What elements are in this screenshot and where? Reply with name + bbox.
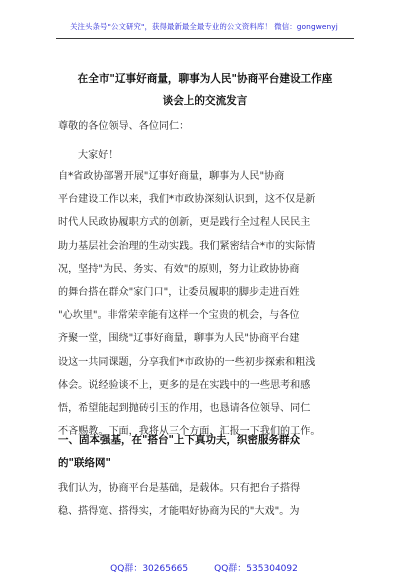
paragraph-line: 我们认为，协商平台是基础，是载体。只有把台子搭得 xyxy=(58,483,301,494)
section-heading-1 xyxy=(58,429,300,475)
footer-qq-group-2: QQ群：535304092 xyxy=(214,564,298,574)
heading-line: 的"联络网" xyxy=(58,457,111,469)
header-notice: 关注头条号"公文研究"，获得最新最全最专业的公文资料库！ 微信：gongwenyj xyxy=(70,22,338,31)
salutation: 尊敬的各位领导、各位同仁： xyxy=(58,121,190,132)
header-divider xyxy=(56,38,354,39)
paragraph-line: 悟，希望能起到抛砖引玉的作用，也恳请各位领导、同仁 xyxy=(58,403,311,415)
paragraph-line: 助力基层社会治理的生动实践。我们紧密结合*市的实际情 xyxy=(58,240,316,252)
title-line-1: 在全市"辽事好商量，聊事为人民"协商平台建设工作座 xyxy=(77,73,333,85)
paragraph-intro xyxy=(58,165,320,443)
paragraph-line: 况，坚持"为民、务实、有效"的原则，努力让政协协商 xyxy=(58,263,300,275)
paragraph-line: 齐聚一堂，围绕"辽事好商量，聊事为人民"协商平台建 xyxy=(58,333,300,345)
paragraph-line: "心坎里"。非常荣幸能有这样一个宝贵的机会，与各位 xyxy=(58,310,300,322)
paragraph-line: 时代人民政协履职方式的创新，更是践行全过程人民民主 xyxy=(58,217,311,229)
heading-line: 一、固本强基，在"搭台"上下真功夫，织密服务群众 xyxy=(58,434,300,446)
paragraph-line: 的舞台搭在群众"家门口"，让委员履职的脚步走进百姓 xyxy=(58,287,300,299)
title-line-2: 谈会上的交流发言 xyxy=(162,95,248,107)
paragraph-line: 平台建设工作以来，我们*市政协深刻认识到，这不仅是新 xyxy=(58,194,316,206)
paragraph-line: 体会。说经验谈不上，更多的是在实践中的一些思考和感 xyxy=(58,379,311,391)
footer-qq-group-1: QQ群：30265665 xyxy=(110,564,189,574)
paragraph-line: 不吝赐教。下面，我将从三个方面，汇报一下我们的工作。 xyxy=(58,426,321,438)
footer-contacts xyxy=(0,561,408,574)
paragraph-section-1 xyxy=(58,477,300,523)
document-title xyxy=(56,68,354,112)
greeting: 大家好！ xyxy=(78,150,119,161)
paragraph-line: 自*省政协部署开展"辽事好商量，聊事为人民"协商 xyxy=(58,171,285,182)
paragraph-line: 稳、搭得宽、搭得实，才能唱好协商为民的"大戏"。为 xyxy=(58,506,300,518)
paragraph-line: 设这一共同课题，分享我们*市政协的一些初步探索和粗浅 xyxy=(58,356,316,368)
